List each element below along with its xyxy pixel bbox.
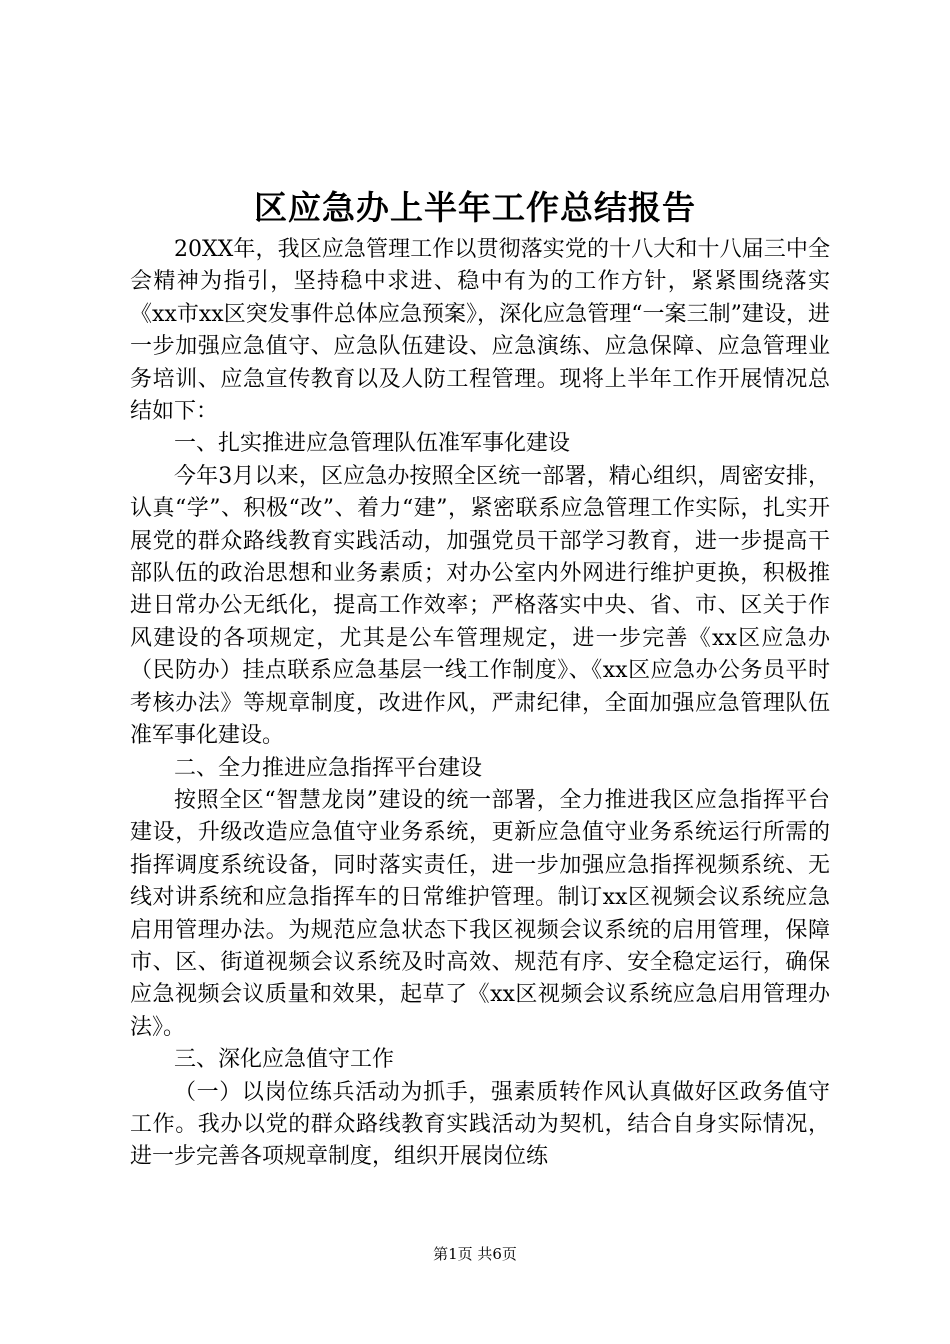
page-number-footer: 第1页 共6页	[433, 1245, 517, 1263]
document-body	[130, 234, 830, 1174]
section-3-paragraph: （一）以岗位练兵活动为抓手，强素质转作风认真做好区政务值守工作。我办以党的群众路线教育实践活动为契机，结合自身实际情况，进一步完善各项规章制度，组织开展岗位练	[130, 1079, 830, 1170]
document-title: 区应急办上半年工作总结报告	[254, 188, 696, 227]
section-heading-3: 三、深化应急值守工作	[174, 1047, 395, 1073]
section-2-paragraph: 按照全区“智慧龙岗”建设的统一部署，全力推进我区应急指挥平台建设，升级改造应急值守业务系统，更新应急值守业务系统运行所需的指挥调度系统设备，同时落实责任，进一步加强应急指挥视频系统、无线对讲系统和应急指挥车的日常维护管理。制订xx区视频会议系统应急启用管理办法。为规范应急状态下我区视频会议系统的启用管理，保障市、区、街道视频会议系统及时高效、规范有序、安全稳定运行，确保应急视频会议质量和效果，起草了《xx区视频会议系统应急启用管理办法》。	[130, 787, 830, 1040]
intro-paragraph: 20XX年，我区应急管理工作以贯彻落实党的十八大和十八届三中全会精神为指引，坚持稳中求进、稳中有为的工作方针，紧紧围绕落实《xx市xx区突发事件总体应急预案》，深化应急管理“一案三制”建设，进一步加强应急值守、应急队伍建设、应急演练、应急保障、应急管理业务培训、应急宣传教育以及人防工程管理。现将上半年工作开展情况总结如下：	[130, 237, 830, 425]
section-1-paragraph: 今年3月以来，区应急办按照全区统一部署，精心组织，周密安排，认真“学”、积极“改”、着力“建”，紧密联系应急管理工作实际，扎实开展党的群众路线教育实践活动，加强党员干部学习教育，进一步提高干部队伍的政治思想和业务素质；对办公室内外网进行维护更换，积极推进日常办公无纸化，提高工作效率；严格落实中央、省、市、区关于作风建设的各项规定，尤其是公车管理规定，进一步完善《xx区应急办（民防办）挂点联系应急基层一线工作制度》、《xx区应急办公务员平时考核办法》等规章制度，改进作风，严肃纪律，全面加强应急管理队伍准军事化建设。	[130, 463, 830, 749]
section-heading-2: 二、全力推进应急指挥平台建设	[174, 755, 483, 781]
section-heading-1: 一、扎实推进应急管理队伍准军事化建设	[174, 431, 571, 457]
